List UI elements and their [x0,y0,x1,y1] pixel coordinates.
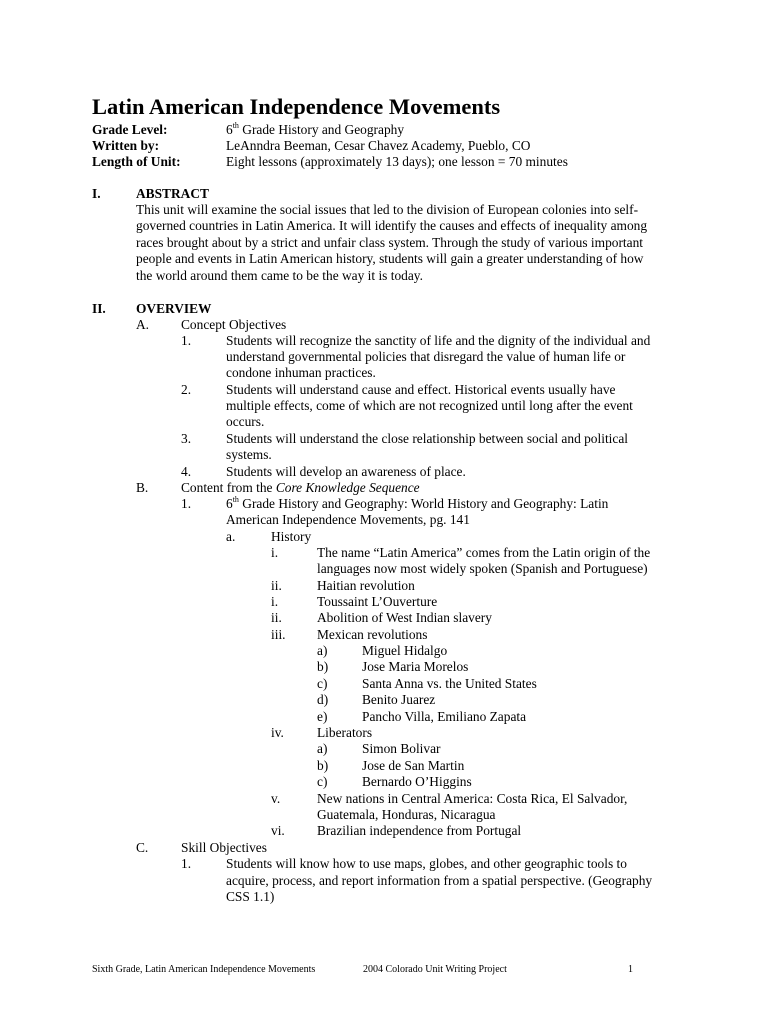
grade-level-label: Grade Level: [92,122,168,137]
liberator-item: Jose de San Martin [362,758,465,773]
history-item-line: Abolition of West Indian slavery [317,610,492,625]
abstract-text-line: people and events in Latin American history, students will gain a greater understanding of how [136,251,644,266]
footer-center: 2004 Colorado Unit Writing Project [363,964,507,975]
abstract-text-line: This unit will examine the social issues that led to the division of European colonies into self- [136,202,639,217]
letter-marker: c) [317,676,328,691]
concept-objectives-heading: Concept Objectives [181,317,287,332]
mexican-revolution-item: Miguel Hidalgo [362,643,448,658]
abstract-heading: ABSTRACT [136,186,209,201]
letter-marker: a) [317,643,328,658]
history-item-line: Mexican revolutions [317,627,428,642]
abstract-text-line: the world around them came to be the way it is today. [136,268,423,283]
history-heading: History [271,529,312,544]
history-item-line: languages now most widely spoken (Spanish and Portuguese) [317,561,648,576]
central-america-line: Guatemala, Honduras, Nicaragua [317,807,496,822]
written-by-label: Written by: [92,138,160,153]
skill-text-line: Students will know how to use maps, globes, and other geographic tools to [226,856,627,871]
roman-numeral: ii. [271,610,282,625]
content-text-line: 6th Grade History and Geography: World History and Geography: Latin [226,494,609,511]
roman-numeral: iv. [271,725,284,740]
concept-text-line: multiple effects, come of which are not recognized until long after the event [226,398,633,413]
liberator-item: Simon Bolivar [362,741,441,756]
content-number: 1. [181,496,192,511]
roman-numeral: v. [271,791,281,806]
roman-numeral: vi. [271,823,285,838]
concept-number: 1. [181,333,192,348]
content-heading: Content from the Core Knowledge Sequence [181,480,420,495]
outline-marker-c: C. [136,840,149,855]
concept-text-line: Students will recognize the sanctity of life and the dignity of the individual and [226,333,651,348]
concept-text-line: systems. [226,447,272,462]
skill-text-line: CSS 1.1) [226,889,275,904]
section-number-abstract: I. [92,186,101,201]
history-item-line: Haitian revolution [317,578,415,593]
liberator-item: Bernardo O’Higgins [362,774,472,789]
page-number: 1 [628,964,633,975]
grade-superscript: th [232,120,239,130]
letter-marker: b) [317,659,329,674]
brazil-item: Brazilian independence from Portugal [317,823,522,838]
history-item-line: The name “Latin America” comes from the Latin origin of the [317,545,651,560]
content-text-line: American Independence Movements, pg. 141 [226,512,470,527]
grade-level-value: 6th Grade History and Geography [226,120,405,137]
written-by-value: LeAnndra Beeman, Cesar Chavez Academy, Pueblo, CO [226,138,531,153]
central-america-line: New nations in Central America: Costa Rica, El Salvador, [317,791,628,806]
abstract-text-line: governed countries in Latin America. It will identify the causes and effects of inequality among [136,218,648,233]
mexican-revolution-item: Benito Juarez [362,692,436,707]
concept-number: 2. [181,382,192,397]
overview-heading: OVERVIEW [136,301,212,316]
liberators-heading: Liberators [317,725,373,740]
skill-objectives-heading: Skill Objectives [181,840,267,855]
footer-left: Sixth Grade, Latin American Independence Movements [92,964,316,975]
concept-number: 3. [181,431,192,446]
core-knowledge-title: Core Knowledge Sequence [275,480,420,495]
skill-text-line: acquire, process, and report information from a spatial perspective. (Geography [226,873,653,888]
outline-marker-b: B. [136,480,149,495]
letter-marker: c) [317,774,328,789]
skill-number: 1. [181,856,192,871]
concept-number: 4. [181,464,192,479]
concept-text-line: Students will develop an awareness of place. [226,464,466,479]
abstract-text-line: races brought about by a strict and unfair class system. Through the study of various important [136,235,644,250]
roman-numeral: i. [271,545,279,560]
letter-marker: e) [317,709,328,724]
mexican-revolution-item: Pancho Villa, Emiliano Zapata [362,709,527,724]
section-number-overview: II. [92,301,106,316]
letter-marker: b) [317,758,329,773]
history-item-line: Toussaint L’Ouverture [317,594,438,609]
roman-numeral: iii. [271,627,286,642]
letter-marker: a) [317,741,328,756]
concept-text-line: Students will understand the close relationship between social and political [226,431,628,446]
concept-text-line: condone inhuman practices. [226,365,376,380]
mexican-revolution-item: Jose Maria Morelos [362,659,469,674]
length-label: Length of Unit: [92,154,181,169]
page-title: Latin American Independence Movements [92,94,501,119]
mexican-revolution-item: Santa Anna vs. the United States [362,676,537,691]
history-marker: a. [226,529,236,544]
length-value: Eight lessons (approximately 13 days); one lesson = 70 minutes [226,154,568,169]
letter-marker: d) [317,692,329,707]
roman-numeral: i. [271,594,279,609]
concept-text-line: occurs. [226,414,265,429]
concept-text-line: understand governmental policies that disregard the value of human life or [226,349,626,364]
outline-marker-a: A. [136,317,150,332]
concept-text-line: Students will understand cause and effect. Historical events usually have [226,382,616,397]
roman-numeral: ii. [271,578,282,593]
